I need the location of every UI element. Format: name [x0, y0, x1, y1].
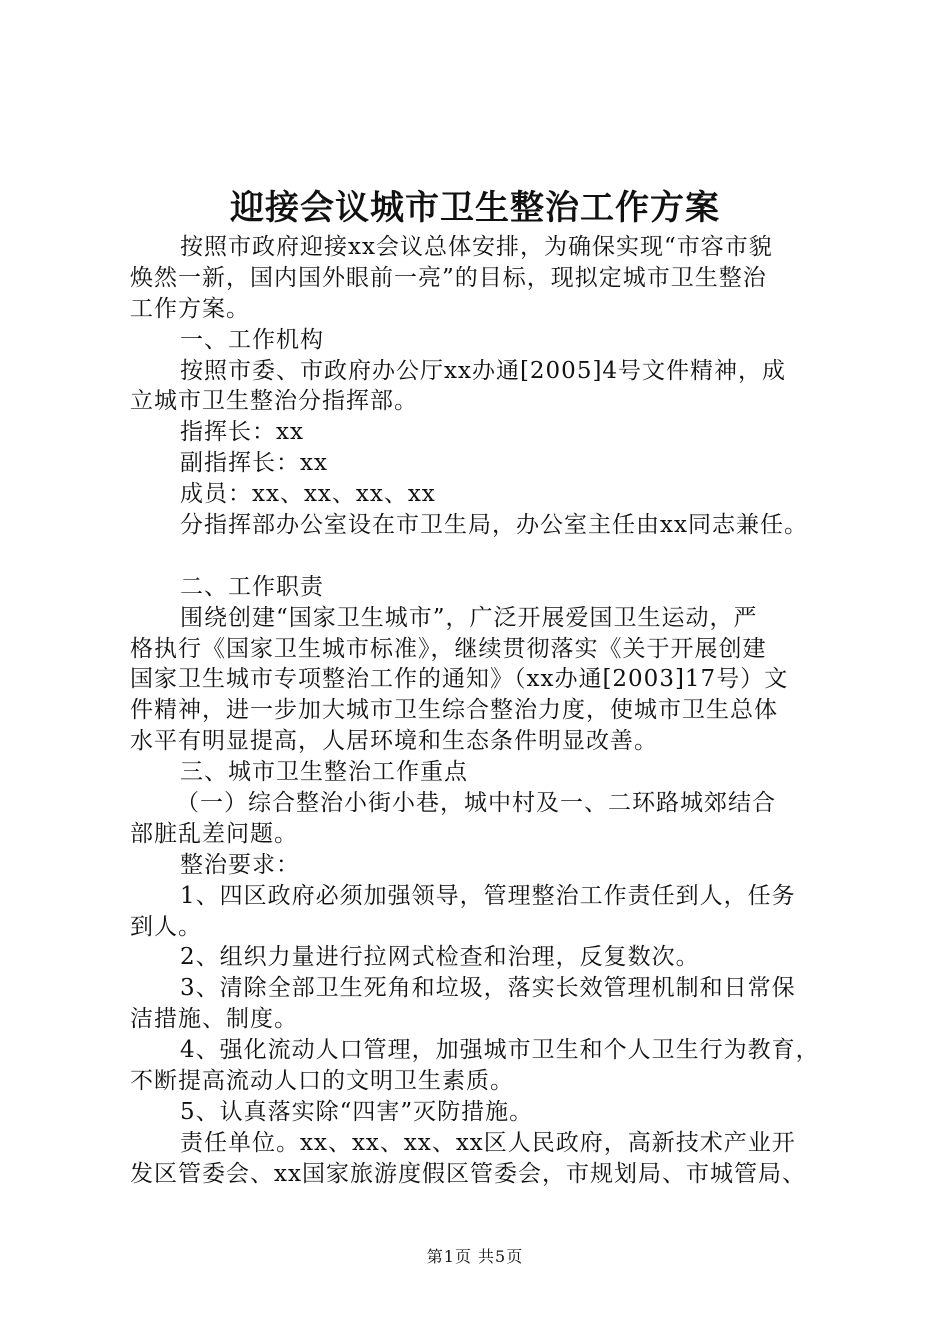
list-item-continuation: 到人。 — [130, 913, 202, 940]
section-heading: 一、工作机构 — [180, 326, 324, 353]
paragraph-line: 立城市卫生整治分指挥部。 — [130, 388, 418, 415]
blank-line — [130, 541, 836, 572]
document-body — [130, 232, 836, 1190]
paragraph-line: 焕然一新，国内国外眼前一亮”的目标，现拟定城市卫生整治 — [130, 264, 767, 291]
paragraph-line: 责任单位。xx、xx、xx、xx区人民政府，高新技术产业开 — [180, 1129, 796, 1156]
list-item: 4、强化流动人口管理，加强城市卫生和个人卫生行为教育， — [180, 1037, 820, 1064]
paragraph-line: （一）综合整治小街小巷，城中村及一、二环路城郊结合 — [176, 790, 776, 817]
paragraph-line: 指挥长：xx — [180, 419, 304, 446]
list-item: 3、清除全部卫生死角和垃圾，落实长效管理机制和日常保 — [180, 975, 796, 1002]
list-item: 5、认真落实除“四害”灭防措施。 — [180, 1098, 534, 1125]
section-heading: 三、城市卫生整治工作重点 — [180, 759, 468, 786]
paragraph-line: 格执行《国家卫生城市标准》，继续贯彻落实《关于开展创建 — [130, 635, 767, 662]
paragraph-line: 发区管委会、xx国家旅游度假区管委会，市规划局、市城管局、 — [130, 1160, 806, 1187]
paragraph-line: 工作方案。 — [130, 295, 250, 322]
list-item: 2、组织力量进行拉网式检查和治理，反复数次。 — [180, 944, 700, 971]
paragraph-line: 分指挥部办公室设在市卫生局，办公室主任由xx同志兼任。 — [180, 512, 808, 539]
document-title: 迎接会议城市卫生整治工作方案 — [230, 188, 720, 228]
paragraph-line: 副指挥长：xx — [180, 450, 328, 477]
paragraph-line: 国家卫生城市专项整治工作的通知》（xx办通[2003]17号）文 — [130, 666, 789, 693]
page-footer: 第1页 共5页 — [426, 1247, 524, 1266]
list-item: 1、四区政府必须加强领导，管理整治工作责任到人，任务 — [180, 882, 796, 909]
paragraph-line: 件精神，进一步加大城市卫生综合整治力度，使城市卫生总体 — [130, 697, 778, 724]
paragraph-line: 按照市政府迎接xx会议总体安排，为确保实现“市容市貌 — [180, 234, 773, 260]
paragraph-line: 部脏乱差问题。 — [130, 820, 298, 847]
paragraph-line: 水平有明显提高，人居环境和生态条件明显改善。 — [130, 728, 658, 755]
paragraph-line: 成员：xx、xx、xx、xx — [180, 481, 436, 508]
paragraph-line: 围绕创建“国家卫生城市”，广泛开展爱国卫生运动，严 — [180, 604, 758, 631]
paragraph-line: 整治要求： — [180, 851, 300, 878]
list-item-continuation: 不断提高流动人口的文明卫生素质。 — [130, 1068, 514, 1095]
paragraph-line: 按照市委、市政府办公厅xx办通[2005]4号文件精神，成 — [180, 357, 787, 384]
list-item-continuation: 洁措施、制度。 — [130, 1006, 298, 1033]
section-heading: 二、工作职责 — [180, 573, 324, 600]
